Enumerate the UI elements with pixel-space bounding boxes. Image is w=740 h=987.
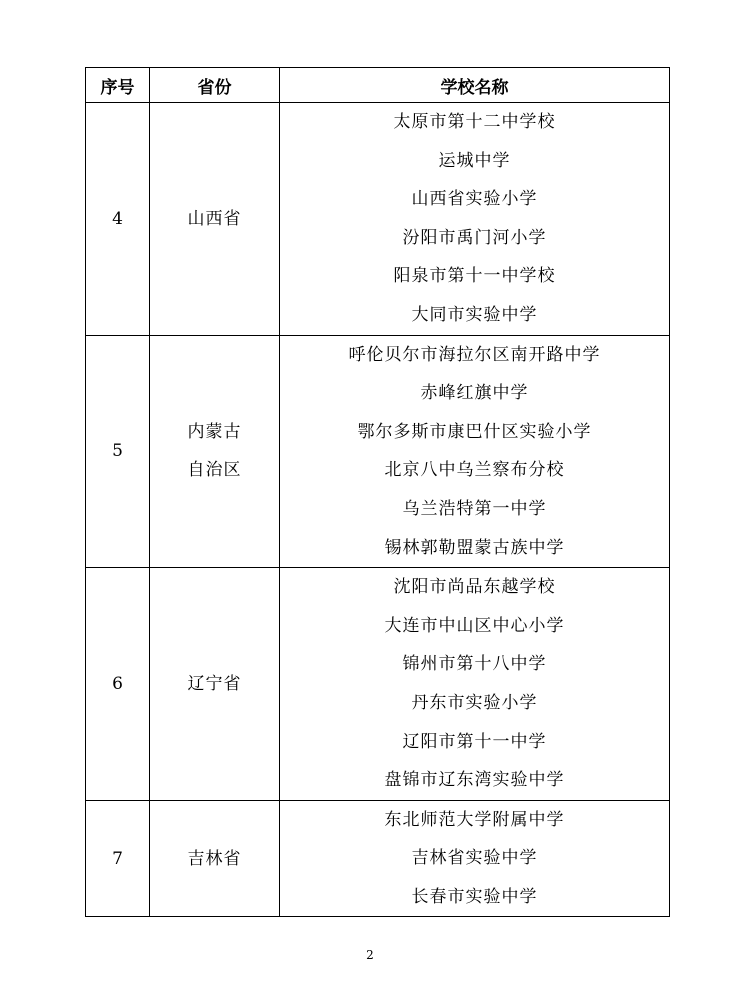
row-province [150, 335, 280, 568]
province-line: 辽宁省 [187, 673, 242, 694]
school-name: 东北师范大学附属中学 [384, 809, 565, 830]
school-list-table [85, 67, 670, 917]
school-name: 阳泉市第十一中学校 [393, 266, 556, 287]
school-name: 盘锦市辽东湾实验中学 [384, 770, 565, 791]
table-row [86, 103, 670, 336]
school-name: 运城中学 [438, 150, 511, 171]
school-name: 赤峰红旗中学 [420, 383, 529, 404]
school-name: 鄂尔多斯市康巴什区实验小学 [357, 421, 592, 442]
province-line: 内蒙古 [187, 422, 242, 443]
school-name: 北京八中乌兰察布分校 [384, 460, 565, 481]
table-row [86, 800, 670, 917]
row-schools [280, 568, 670, 801]
school-name: 汾阳市禹门河小学 [402, 227, 547, 248]
school-name: 丹东市实验小学 [411, 692, 538, 713]
school-name: 锦州市第十八中学 [402, 654, 547, 675]
school-name: 乌兰浩特第一中学 [402, 498, 547, 519]
school-name: 大连市中山区中心小学 [384, 615, 565, 636]
row-province [150, 800, 280, 917]
header-province: 省份 [150, 68, 280, 103]
school-name: 呼伦贝尔市海拉尔区南开路中学 [348, 344, 601, 365]
row-index: 5 [86, 335, 150, 568]
table-row [86, 568, 670, 801]
province-line: 山西省 [187, 208, 242, 229]
school-name: 山西省实验小学 [411, 189, 538, 210]
header-school: 学校名称 [280, 68, 670, 103]
school-name: 吉林省实验中学 [411, 848, 538, 869]
row-index: 4 [86, 103, 150, 336]
table-row [86, 335, 670, 568]
row-province [150, 103, 280, 336]
header-row [86, 68, 670, 103]
row-schools [280, 103, 670, 336]
row-schools [280, 335, 670, 568]
row-index: 6 [86, 568, 150, 801]
school-name: 太原市第十二中学校 [393, 112, 556, 132]
row-province [150, 568, 280, 801]
row-schools [280, 800, 670, 917]
province-line: 自治区 [187, 460, 242, 481]
school-name: 沈阳市尚品东越学校 [393, 577, 556, 598]
school-name: 大同市实验中学 [411, 304, 538, 325]
row-index: 7 [86, 800, 150, 917]
school-name: 锡林郭勒盟蒙古族中学 [384, 537, 565, 558]
province-line: 吉林省 [187, 848, 242, 869]
school-name: 辽阳市第十一中学 [402, 731, 547, 752]
page-number: 2 [366, 948, 374, 962]
school-name: 长春市实验中学 [411, 886, 538, 907]
header-index: 序号 [86, 68, 150, 103]
